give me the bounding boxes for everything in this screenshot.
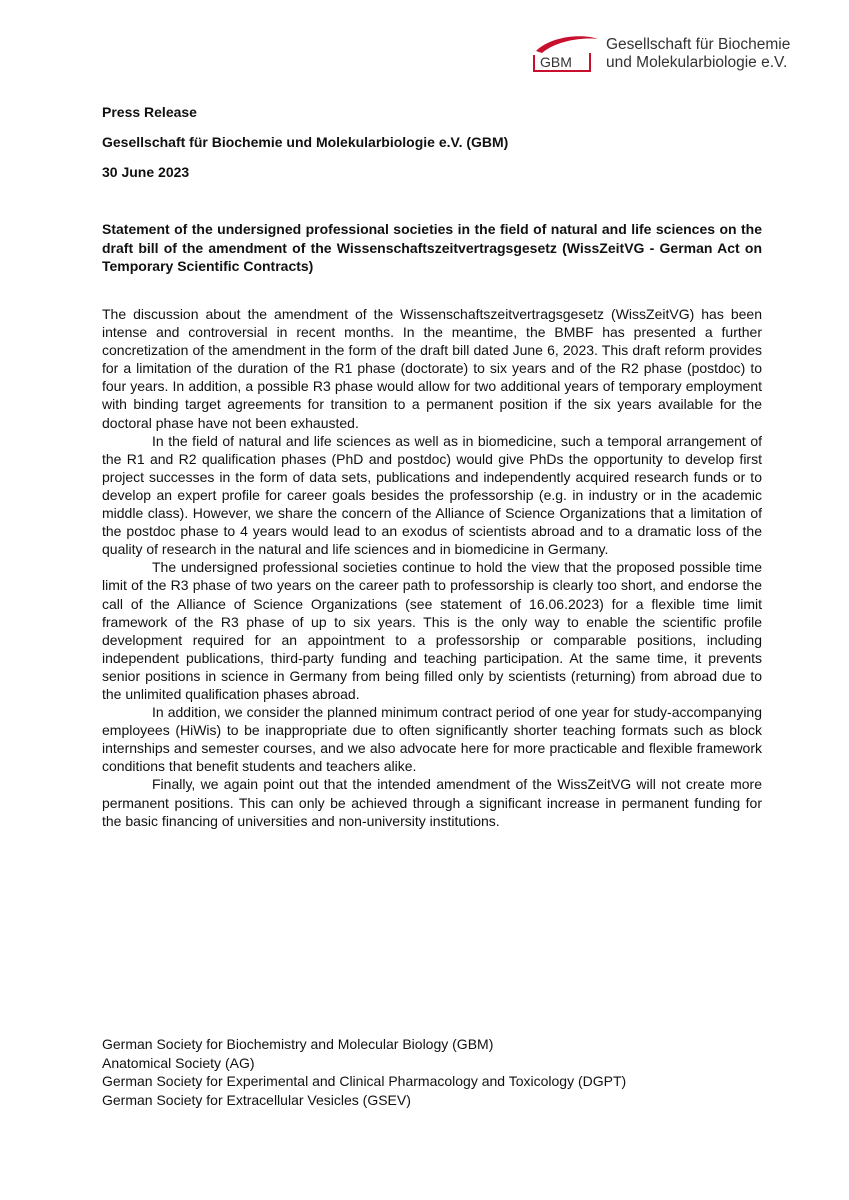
signatory: German Society for Extracellular Vesicles (GSEV): [102, 1091, 411, 1108]
statement-body: [102, 305, 762, 830]
gbm-logo-wordmark: [606, 36, 790, 72]
logo-line-1: Gesellschaft für Biochemie: [606, 36, 791, 53]
gbm-logo: [530, 33, 830, 77]
gbm-logo-mark: [530, 33, 602, 77]
paragraph: The discussion about the amendment of the Wissenschaftszeitvertragsgesetz (WissZeitVG) has been intense and controversial in recent months. In the meantime, the BMBF has presented a further concretization of the amendment in the form of the draft bill dated June 6, 2023. This draft reform provides for a limitation of the duration of the R1 phase (doctorate) to six years and of the R2 phase (postdoc) to four years. In addition, a possible R3 phase would allow for two additional years of temporary employment with binding target agreements for transition to a permanent position if the six years available for the doctoral phase have not been exhausted.: [102, 306, 762, 431]
signatory: German Society for Experimental and Clinical Pharmacology and Toxicology (DGPT): [102, 1073, 627, 1089]
release-kind: Press Release: [102, 104, 197, 120]
paragraph: Finally, we again point out that the intended amendment of the WissZeitVG will not create more permanent positions. This can only be achieved through a significant increase in permanent funding for the basic financing of universities and non-university institutions.: [102, 776, 762, 829]
signatory: German Society for Biochemistry and Molecular Biology (GBM): [102, 1036, 494, 1052]
signatory: Anatomical Society (AG): [102, 1054, 255, 1071]
press-release-header: [102, 103, 762, 193]
gbm-logo-mark-text: GBM: [540, 54, 572, 70]
signatory-list: [102, 1035, 762, 1109]
release-organization: Gesellschaft für Biochemie und Molekularbiologie e.V. (GBM): [102, 134, 509, 150]
paragraph: The undersigned professional societies continue to hold the view that the proposed possible time limit of the R3 phase of two years on the career path to professorship is clearly too short, and endorse the call of the Alliance of Science Organizations (see statement of 16.06.2023) for a flexible time limit framework of the R3 phase of up to six years. This is the only way to enable the scientific profile development required for an appointment to a professorship or comparable positions, including independent publications, third-party funding and teaching participation. At the same time, it prevents senior positions in science in Germany from being filled only by scientists (returning) from abroad due to the unlimited qualification phases abroad.: [102, 559, 762, 702]
release-date: 30 June 2023: [102, 164, 190, 180]
statement-title: Statement of the undersigned professional societies in the field of natural and life sciences on the draft bill of the amendment of the Wissenschaftszeitvertragsgesetz (WissZeitVG - German Act on Temporary Scientific Contracts): [102, 221, 762, 274]
paragraph: In addition, we consider the planned minimum contract period of one year for study-accompanying employees (HiWis) to be inappropriate due to often significantly shorter teaching formats such as block internships and semester courses, and we also advocate here for more practicable and flexible framework conditions that benefit students and teachers alike.: [102, 704, 762, 775]
paragraph: In the field of natural and life sciences as well as in biomedicine, such a temporal arrangement of the R1 and R2 qualification phases (PhD and postdoc) would give PhDs the opportunity to develop first project successes in the form of data sets, publications and independently acquired research funds or to develop an expert profile for career goals besides the professorship (e.g. in industry or in the academic middle class). However, we share the concern of the Alliance of Science Organizations that a limitation of the postdoc phase to 4 years would lead to an exodus of scientists abroad and to a dramatic loss of the quality of research in the natural and life sciences and in biomedicine in Germany.: [102, 432, 762, 558]
logo-line-2: und Molekularbiologie e.V.: [606, 54, 788, 71]
